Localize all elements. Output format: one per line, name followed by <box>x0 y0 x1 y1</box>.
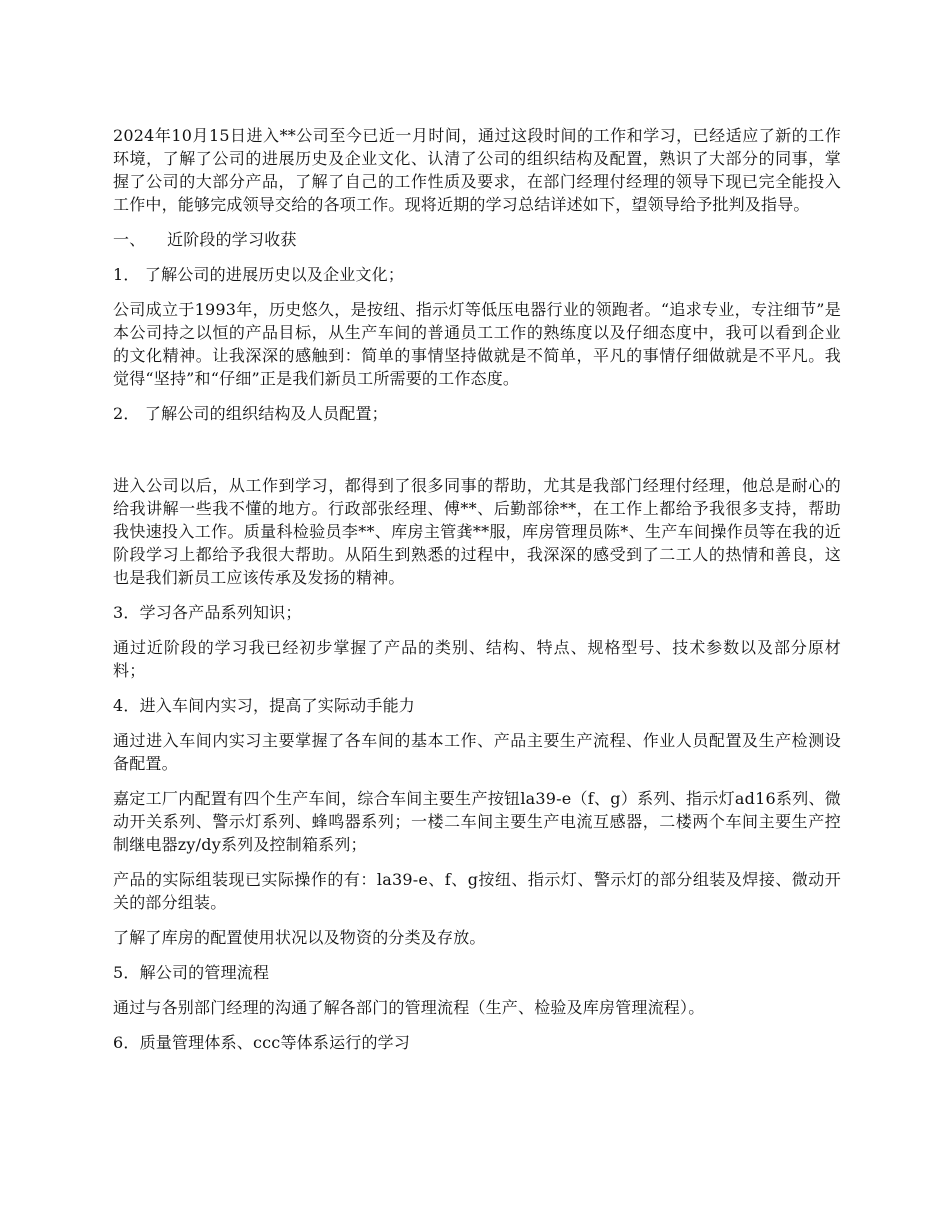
document-body <box>113 124 841 1066</box>
item-body-1: 公司成立于1993年，历史悠久，是按纽、指示灯等低压电器行业的领跑者。“追求专业，专注细节”是本公司持之以恒的产品目标，从生产车间的普通员工工作的熟练度以及仔细态度中，我可以看到企业的文化精神。让我深深的感触到：简单的事情坚持做就是不简单，平凡的事情仔细做就是不平凡。我觉得“坚持”和“仔细”正是我们新员工所需要的工作态度。 <box>113 300 841 388</box>
section-title: 近阶段的学习收获 <box>167 230 297 249</box>
item-body-4c: 产品的实际组装现已实际操作的有：la39-e、f、g按纽、指示灯、警示灯的部分组装及焊接、微动开关的部分组装。 <box>113 870 841 912</box>
item-body-2: 进入公司以后，从工作到学习，都得到了很多同事的帮助，尤其是我部门经理付经理，他总是耐心的给我讲解一些我不懂的地方。行政部张经理、傅**、后勤部徐**，在工作上都给予我很多支持，帮助我快速投入工作。质量科检验员李**、库房主管龚**服，库房管理员陈*、生产车间操作员等在我的近阶段学习上都给予我很大帮助。从陌生到熟悉的过程中，我深深的感受到了二工人的热情和善良，这也是我们新员工应该传承及发扬的精神。 <box>113 476 841 587</box>
item-heading-4: 4．进入车间内实习，提高了实际动手能力 <box>113 696 415 715</box>
blank-gap <box>113 437 841 474</box>
item-body-3: 通过近阶段的学习我已经初步掌握了产品的类别、结构、特点、规格型号、技术参数以及部分原材料； <box>113 638 841 680</box>
item-body-5: 通过与各别部门经理的沟通了解各部门的管理流程（生产、检验及库房管理流程）。 <box>113 998 705 1017</box>
item-heading-3: 3．学习各产品系列知识； <box>113 603 302 622</box>
item-heading-1: 1． 了解公司的进展历史以及企业文化； <box>113 265 405 284</box>
item-body-4a: 通过进入车间内实习主要掌握了各车间的基本工作、产品主要生产流程、作业人员配置及生产检测设备配置。 <box>113 731 841 773</box>
item-body-4b: 嘉定工厂内配置有四个生产车间，综合车间主要生产按钮la39-e（f、g）系列、指示灯ad16系列、微动开关系列、警示灯系列、蜂鸣器系列；一楼二车间主要生产电流互感器，二楼两个车间主要生产控制继电器zy/dy系列及控制箱系列； <box>113 789 841 854</box>
item-body-4d: 了解了库房的配置使用状况以及物资的分类及存放。 <box>113 928 486 947</box>
item-heading-2: 2． 了解公司的组织结构及人员配置； <box>113 404 388 423</box>
intro-paragraph: 2024年10月15日进入**公司至今已近一月时间，通过这段时间的工作和学习，已经适应了新的工作环境，了解了公司的进展历史及企业文化、认清了公司的组织结构及配置，熟识了大部分的同事，掌握了公司的大部分产品，了解了自己的工作性质及要求，在部门经理付经理的领导下现已完全能投入工作中，能够完成领导交给的各项工作。现将近期的学习总结详述如下，望领导给予批判及指导。 <box>113 126 841 214</box>
item-heading-6: 6．质量管理体系、ccc等体系运行的学习 <box>113 1033 411 1052</box>
item-heading-5: 5．解公司的管理流程 <box>113 963 270 982</box>
section-number: 一、 <box>113 230 146 249</box>
section-heading-1 <box>113 228 841 251</box>
